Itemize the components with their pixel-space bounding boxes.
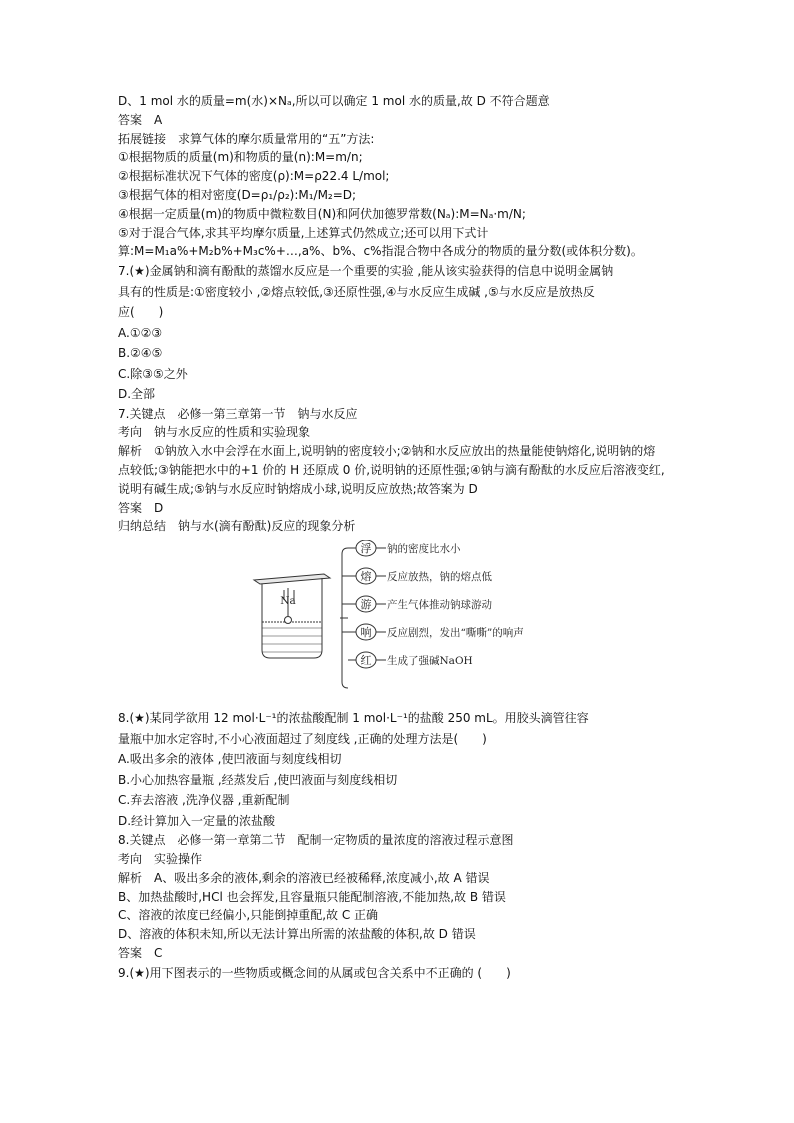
text-line: ④根据一定质量(m)的物质中微粒数目(N)和阿伏加德罗常数(Nₐ):M=Nₐ·m/N; — [118, 206, 526, 221]
option-a: A.①②③ — [118, 325, 163, 340]
diagram-key: 游 — [360, 598, 372, 612]
option-b: B.②④⑤ — [118, 346, 163, 361]
question-7 — [118, 261, 688, 405]
question-stem: 量瓶中加水定容时,不小心液面超过了刻度线 ,正确的处理方法是( ) — [118, 731, 487, 746]
text-line: 8.关键点 必修一第一章第二节 配制一定物质的量浓度的溶液过程示意图 — [118, 833, 514, 848]
text-line: ①根据物质的质量(m)和物质的量(n):M=m/n; — [118, 150, 363, 165]
text-line: C、溶液的浓度已经偏小,只能倒掉重配,故 C 正确 — [118, 908, 379, 923]
option-a: A.吸出多余的液体 ,使凹液面与刻度线相切 — [118, 752, 342, 767]
text-line: 考向 实验操作 — [118, 852, 203, 867]
diagram-key: 浮 — [360, 542, 372, 556]
text-line: 点较低;③钠能把水中的+1 价的 H 还原成 0 价,说明钠的还原性强;④钠与滴有酚酞的水反应后溶液变红, — [118, 463, 665, 478]
diagram-desc: 生成了强碱NaOH — [387, 655, 473, 668]
option-c: C.弃去溶液 ,洗净仪器 ,重新配制 — [118, 793, 290, 808]
diagram-key: 熔 — [360, 570, 372, 584]
text-line: 说明有碱生成;⑤钠与水反应时钠熔成小球,说明反应放热;故答案为 D — [118, 481, 478, 496]
answer-line: 答案 D — [118, 500, 164, 515]
diagram-desc: 反应剧烈，发出“嘶嘶”的响声 — [387, 627, 524, 640]
text-line: 解析 A、吸出多余的液体,剩余的溶液已经被稀释,浓度减小,故 A 错误 — [118, 870, 490, 885]
diagram-desc: 钠的密度比水小 — [387, 543, 461, 556]
sodium-water-diagram — [118, 540, 688, 692]
question-stem: 具有的性质是:①密度较小 ,②熔点较低,③还原性强,④与水反应生成碱 ,⑤与水反应是放热反 — [118, 284, 595, 299]
question-stem: 7.(★)金属钠和滴有酚酞的蒸馏水反应是一个重要的实验 ,能从该实验获得的信息中说明金属钠 — [118, 264, 614, 279]
text-line: ②根据标准状况下气体的密度(ρ):M=ρ22.4 L/mol; — [118, 169, 390, 184]
answer-block-q6 — [118, 92, 688, 261]
option-c: C.除③⑤之外 — [118, 366, 188, 381]
answer-line: 答案 A — [118, 112, 163, 127]
option-b: B.小心加热容量瓶 ,经蒸发后 ,使凹液面与刻度线相切 — [118, 772, 398, 787]
question-stem: 应( ) — [118, 305, 164, 320]
document-page — [118, 92, 688, 983]
text-line: ③根据气体的相对密度(D=ρ₁/ρ₂):M₁/M₂=D; — [118, 187, 357, 202]
text-line: 归纳总结 钠与水(滴有酚酞)反应的现象分析 — [118, 519, 356, 534]
question-9: 9.(★)用下图表示的一些物质或概念间的从属或包含关系中不正确的 ( ) — [118, 965, 511, 980]
diagram-key: 响 — [360, 626, 372, 640]
option-d: D.全部 — [118, 387, 156, 402]
text-line: ⑤对于混合气体,求其平均摩尔质量,上述算式仍然成立;还可以用下式计 — [118, 225, 489, 240]
diagram-key: 红 — [360, 654, 372, 668]
text-line: 解析 ①钠放入水中会浮在水面上,说明钠的密度较小;②钠和水反应放出的热量能使钠熔化,说明钠的熔 — [118, 444, 656, 459]
beaker-label: Na — [280, 595, 296, 608]
analysis-8 — [118, 831, 688, 963]
diagram-svg — [248, 540, 578, 690]
answer-line: 答案 C — [118, 946, 163, 961]
diagram-item — [348, 652, 473, 668]
option-d: D.经计算加入一定量的浓盐酸 — [118, 813, 276, 828]
diagram-desc: 反应放热，钠的熔点低 — [387, 571, 492, 584]
diagram-bracket — [340, 548, 348, 688]
question-8 — [118, 708, 688, 831]
text-line: 算:M=M₁a%+M₂b%+M₃c%+…,a%、b%、c%指混合物中各成分的物质的量分数(或体积分数)。 — [118, 244, 643, 259]
text-line: D、1 mol 水的质量=m(水)×Nₐ,所以可以确定 1 mol 水的质量,故 D 不符合题意 — [118, 94, 550, 108]
question-stem: 8.(★)某同学欲用 12 mol·L⁻¹的浓盐酸配制 1 mol·L⁻¹的盐酸 250 mL。用胶头滴管往容 — [118, 711, 589, 726]
diagram-item — [342, 596, 492, 612]
text-line: 拓展链接 求算气体的摩尔质量常用的“五”方法: — [118, 131, 375, 146]
text-line: B、加热盐酸时,HCl 也会挥发,且容量瓶只能配制溶液,不能加热,故 B 错误 — [118, 889, 506, 904]
diagram-item — [348, 540, 461, 556]
text-line: 考向 钠与水反应的性质和实验现象 — [118, 425, 311, 440]
beaker-illustration — [254, 574, 330, 658]
text-line: 7.关键点 必修一第三章第一节 钠与水反应 — [118, 406, 358, 421]
analysis-7 — [118, 405, 688, 537]
diagram-item — [342, 624, 524, 640]
text-line: D、溶液的体积未知,所以无法计算出所需的浓盐酸的体积,故 D 错误 — [118, 927, 476, 942]
diagram-item — [342, 568, 492, 584]
diagram-desc: 产生气体推动钠球游动 — [387, 599, 492, 612]
